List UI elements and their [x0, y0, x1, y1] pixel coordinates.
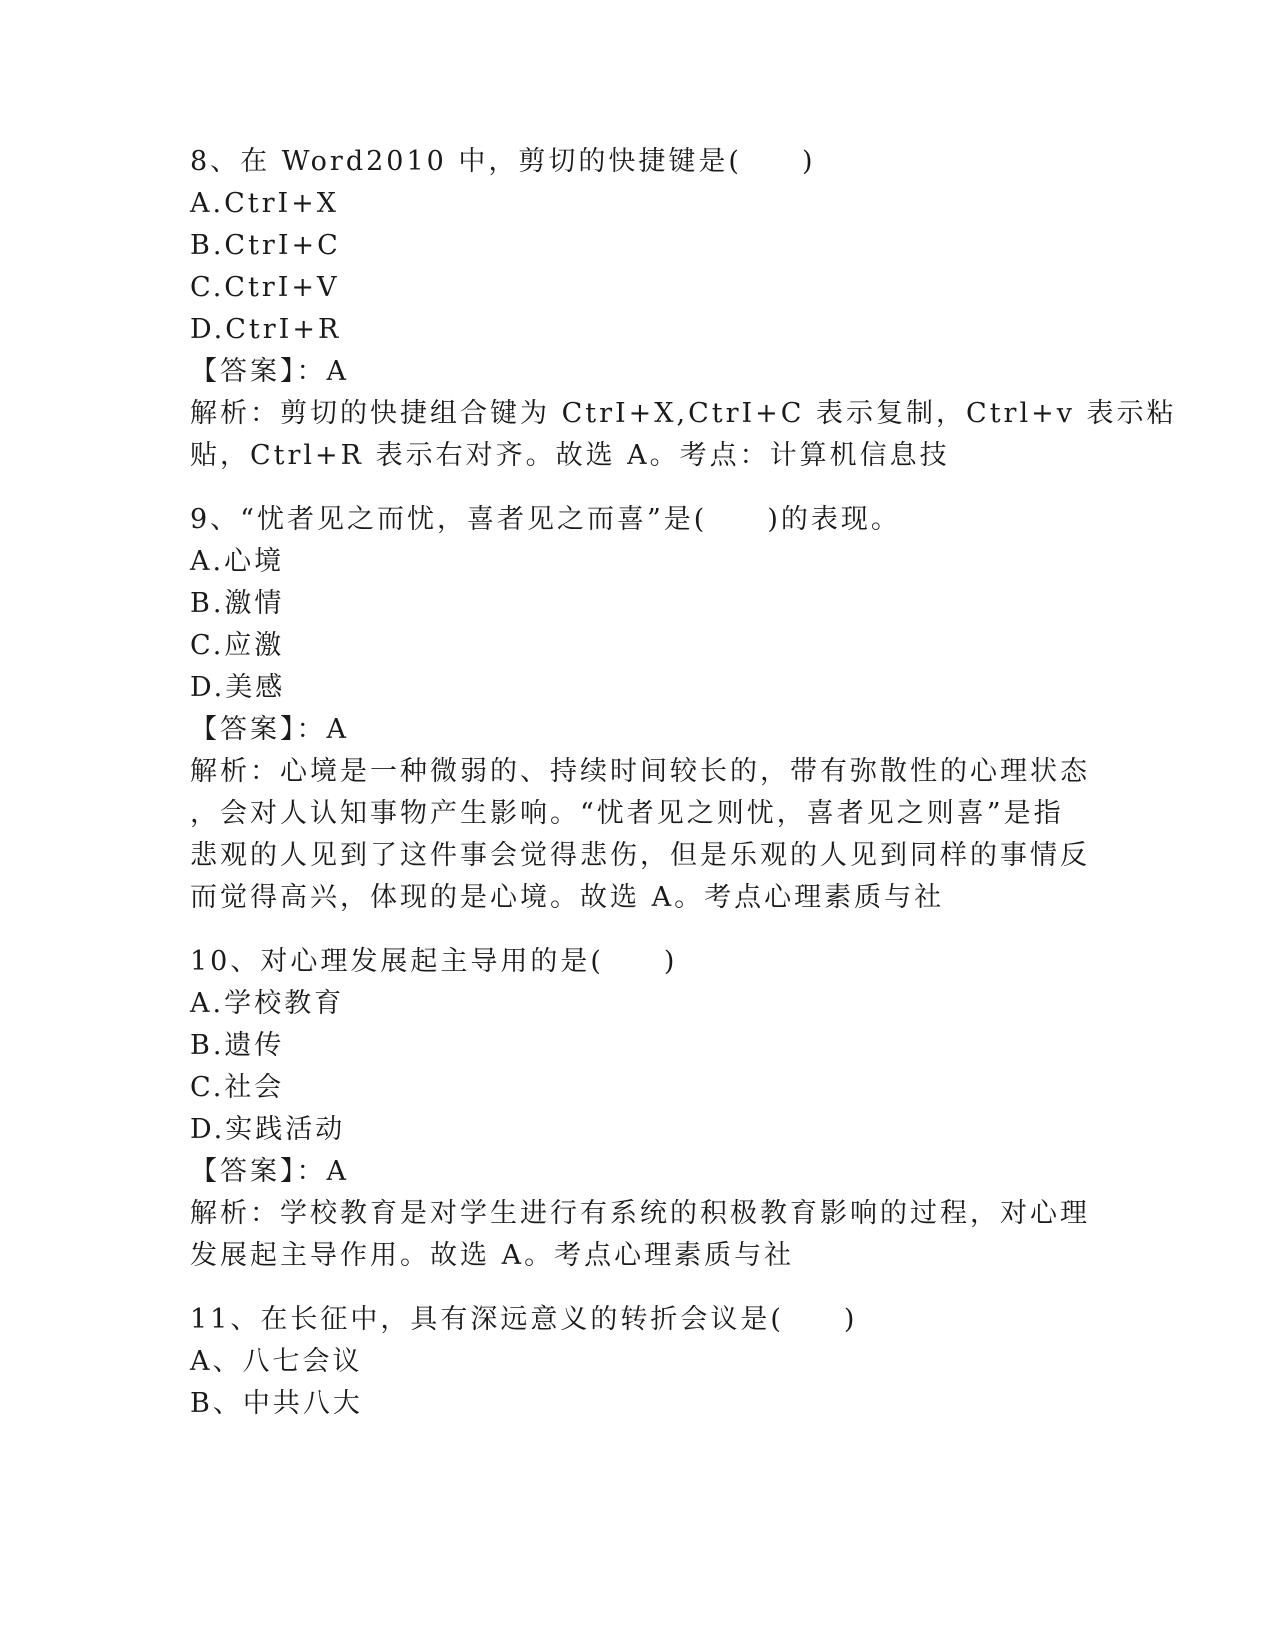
- option-d: D.实践活动: [190, 1114, 346, 1145]
- option-b: B.CtrI+C: [190, 230, 341, 261]
- analysis-line: 贴，Ctrl+R 表示右对齐。故选 A。考点：计算机信息技: [190, 440, 950, 471]
- option-a: A.心境: [190, 546, 285, 577]
- analysis-line: 发展起主导作用。故选 A。考点心理素质与社: [190, 1240, 795, 1271]
- question-stem: 10、对心理发展起主导用的是( ): [190, 946, 678, 977]
- answer-line: 【答案】：A: [190, 356, 349, 387]
- option-c: C.应激: [190, 630, 285, 661]
- option-a: A、八七会议: [190, 1346, 363, 1377]
- analysis-line: 解析：心境是一种微弱的、持续时间较长的，带有弥散性的心理状态: [190, 756, 1090, 787]
- analysis-line: 悲观的人见到了这件事会觉得悲伤，但是乐观的人见到同样的事情反: [190, 840, 1090, 871]
- option-b: B、中共八大: [190, 1388, 363, 1419]
- option-a: A.CtrI+X: [190, 188, 340, 219]
- option-a: A.学校教育: [190, 988, 345, 1019]
- analysis-line: 解析：剪切的快捷组合键为 CtrI+X,CtrI+C 表示复制，Ctrl+v 表示粘: [190, 398, 1177, 429]
- analysis-line: ，会对人认知事物产生影响。“忧者见之则忧，喜者见之则喜”是指: [190, 798, 1064, 829]
- option-d: D.美感: [190, 672, 286, 703]
- option-d: D.CtrI+R: [190, 314, 342, 345]
- analysis-line: 而觉得高兴，体现的是心境。故选 A。考点心理素质与社: [190, 882, 945, 913]
- question-stem: 11、在长征中，具有深远意义的转折会议是( ): [190, 1304, 858, 1335]
- answer-line: 【答案】：A: [190, 1156, 349, 1187]
- question-stem: 8、在 Word2010 中，剪切的快捷键是( ): [190, 146, 816, 177]
- option-c: C.社会: [190, 1072, 285, 1103]
- option-b: B.遗传: [190, 1030, 285, 1061]
- option-b: B.激情: [190, 588, 285, 619]
- analysis-line: 解析：学校教育是对学生进行有系统的积极教育影响的过程，对心理: [190, 1198, 1090, 1229]
- answer-line: 【答案】：A: [190, 714, 349, 745]
- option-c: C.CtrI+V: [190, 272, 340, 303]
- question-stem: 9、“忧者见之而忧，喜者见之而喜”是( )的表现。: [190, 504, 901, 535]
